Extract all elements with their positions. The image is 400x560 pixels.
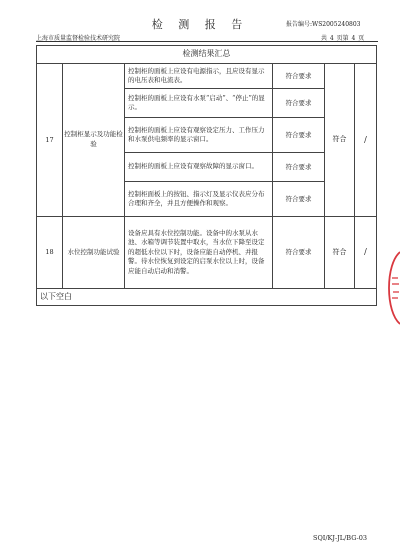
- result-text: 符合要求: [273, 153, 325, 182]
- remark-text: /: [355, 64, 377, 217]
- requirement-text: 设备应具有水位控制功能。设备中的水泵从水池、水箱等调节装置中取水，当水位下降至设定的超低水位以下时，设备应能自动停机、并报警。待水位恢复到设定的启泵水位以上时，设备应能自动启动和消警。: [125, 217, 273, 289]
- blank-below-text: 以下空白: [37, 289, 377, 306]
- requirement-text: 控制柜的面板上应设有水泵“启动”、“停止”的显示。: [125, 89, 273, 118]
- conclusion-text: 符合: [325, 217, 355, 289]
- item-number: 17: [37, 64, 63, 217]
- item-name: 水位控制功能试验: [63, 217, 125, 289]
- item-name: 控制柜显示及功能检验: [63, 64, 125, 217]
- section-title: 检测结果汇总: [37, 46, 377, 64]
- result-text: 符合要求: [273, 118, 325, 153]
- form-code: SQI/KJ-JL/BG-03: [313, 534, 367, 542]
- requirement-text: 控制柜面板上的按钮、指示灯及显示仪表应分布合理和齐全，并且方便操作和观察。: [125, 182, 273, 217]
- report-title: 检 测 报 告: [151, 18, 249, 31]
- result-text: 符合要求: [273, 217, 325, 289]
- header-rule: [36, 41, 378, 42]
- results-table: [36, 45, 377, 306]
- requirement-text: 控制柜的面板上应设有观察设定压力、工作压力和水泵供电频率的显示窗口。: [125, 118, 273, 153]
- result-text: 符合要求: [273, 182, 325, 217]
- requirement-text: 控制柜的面板上应设有电源指示，且应设有显示的电压表和电流表。: [125, 64, 273, 89]
- result-text: 符合要求: [273, 64, 325, 89]
- organization-name: 上海市质量监督检验技术研究院: [36, 35, 121, 42]
- conclusion-text: 符合: [325, 64, 355, 217]
- item-number: 18: [37, 217, 63, 289]
- requirement-text: 控制柜的面板上应设有观察故障的显示窗口。: [125, 153, 273, 182]
- result-text: 符合要求: [273, 89, 325, 118]
- report-number: 报告编号:WS2005240803: [286, 21, 361, 28]
- remark-text: /: [355, 217, 377, 289]
- seal-stamp: [384, 248, 400, 328]
- page-count: 共 4 页第 4 页: [321, 35, 365, 42]
